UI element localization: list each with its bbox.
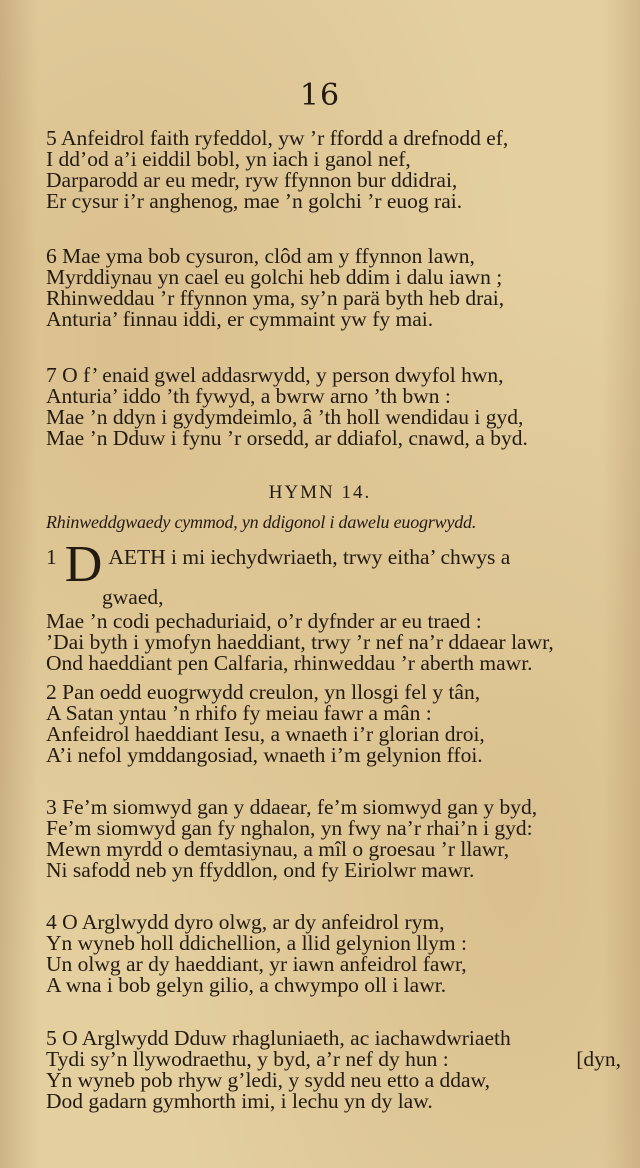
verse-line: A wna i bob gelyn gilio, a chwympo oll i lawr. <box>46 973 447 997</box>
verse-line: 5 O Arglwydd Dduw rhagluniaeth, ac iachawdwriaeth <box>46 1026 511 1050</box>
turnover-word: [dyn, <box>576 1047 621 1071</box>
verse-line: Anturia’ finnau iddi, er cymmaint yw fy mai. <box>46 307 434 331</box>
verse-line: Ond haeddiant pen Calfaria, rhinweddau ’r aberth mawr. <box>46 651 533 675</box>
hymn-stanza-5 <box>46 1028 621 1112</box>
verse-line: 4 O Arglwydd dyro olwg, ar dy anfeidrol rym, <box>46 910 445 934</box>
verse-line: Un olwg ar dy haeddiant, yr iawn anfeidrol fawr, <box>46 952 467 976</box>
verse-line: Fe’m siomwyd gan fy nghalon, yn fwy na’r rhai’n i gyd: <box>46 816 533 840</box>
verse-line: Myrddiynau yn cael eu golchi heb ddim i dalu iawn ; <box>46 265 503 289</box>
verse-line: 2 Pan oedd euogrwydd creulon, yn llosgi fel y tân, <box>46 680 481 704</box>
verse-line: Ni safodd neb yn ffyddlon, ond fy Eiriolwr mawr. <box>46 858 475 882</box>
verse-line: Mewn myrdd o demtasiynau, a mîl o groesau ’r llawr, <box>46 837 510 861</box>
verse-line: 7 O f’ enaid gwel addasrwydd, y person dwyfol hwn, <box>46 363 504 387</box>
stanza-number: 1 <box>46 545 57 569</box>
verse-line: Rhinweddau ’r ffynnon yma, sy’n parä byth heb drai, <box>46 286 505 310</box>
verse-line-with-turnover <box>46 1049 621 1070</box>
verse-line: Dod gadarn gymhorth imi, i lechu yn dy law. <box>46 1089 433 1113</box>
verse-line: 5 Anfeidrol faith ryfeddol, yw ’r ffordd a drefnodd ef, <box>46 126 509 150</box>
verse-line: Er cysur i’r anghenog, mae ’n golchi ’r euog rai. <box>46 189 463 213</box>
stanza-5 <box>46 128 621 212</box>
hymn-subtitle: Rhinweddgwaedy cymmod, yn ddigonol i dawelu euogrwydd. <box>46 512 477 532</box>
hymn-stanza-3 <box>46 797 621 881</box>
verse-line: Mae ’n ddyn i gydymdeimlo, â ’th holl wendidau i gyd, <box>46 405 524 429</box>
verse-line: Anfeidrol haeddiant Iesu, a wnaeth i’r glorian droi, <box>46 722 485 746</box>
verse-line: ’Dai byth i ymofyn haeddiant, trwy ’r nef na’r ddaear lawr, <box>46 630 554 654</box>
stanza-7 <box>46 365 621 449</box>
verse-line: Anturia’ iddo ’th fywyd, a bwrw arno ’th bwn : <box>46 384 451 408</box>
verse-line: Tydi sy’n llywodraethu, y byd, a’r nef dy hun : <box>46 1047 449 1071</box>
verse-line: A’i nefol ymddangosiad, wnaeth i’m gelynion ffoi. <box>46 743 483 767</box>
verse-line: AETH i mi iechydwriaeth, trwy eitha’ chwys a <box>108 545 511 569</box>
verse-line: I dd’od a’i eiddil bobl, yn iach i ganol nef, <box>46 147 411 171</box>
hymn-stanza-1 <box>46 536 621 675</box>
drop-cap: D <box>64 536 103 593</box>
verse-line: Mae ’n Dduw i fynu ’r orsedd, ar ddiafol, cnawd, a byd. <box>46 426 528 450</box>
verse-line: 6 Mae yma bob cysuron, clôd am y ffynnon lawn, <box>46 244 475 268</box>
verse-line: Yn wyneb pob rhyw g’ledi, y sydd neu etto a ddaw, <box>46 1068 491 1092</box>
hymn-title: HYMN 14. <box>268 482 372 503</box>
verse-line: Mae ’n codi pechaduriaid, o’r dyfnder ar eu traed : <box>46 609 482 633</box>
verse-line: gwaed, <box>102 585 164 609</box>
verse-line: 3 Fe’m siomwyd gan y ddaear, fe’m siomwyd gan y byd, <box>46 795 538 819</box>
verse-line: Yn wyneb holl ddichellion, a llid gelynion llym : <box>46 931 467 955</box>
hymn-stanza-2 <box>46 682 621 766</box>
verse-line: A Satan yntau ’n rhifo fy meiau fawr a mân : <box>46 701 432 725</box>
stanza-6 <box>46 246 621 330</box>
verse-line: Darparodd ar eu medr, ryw ffynnon bur ddidrai, <box>46 168 458 192</box>
page-number: 16 <box>299 78 341 113</box>
hymn-stanza-4 <box>46 912 621 996</box>
